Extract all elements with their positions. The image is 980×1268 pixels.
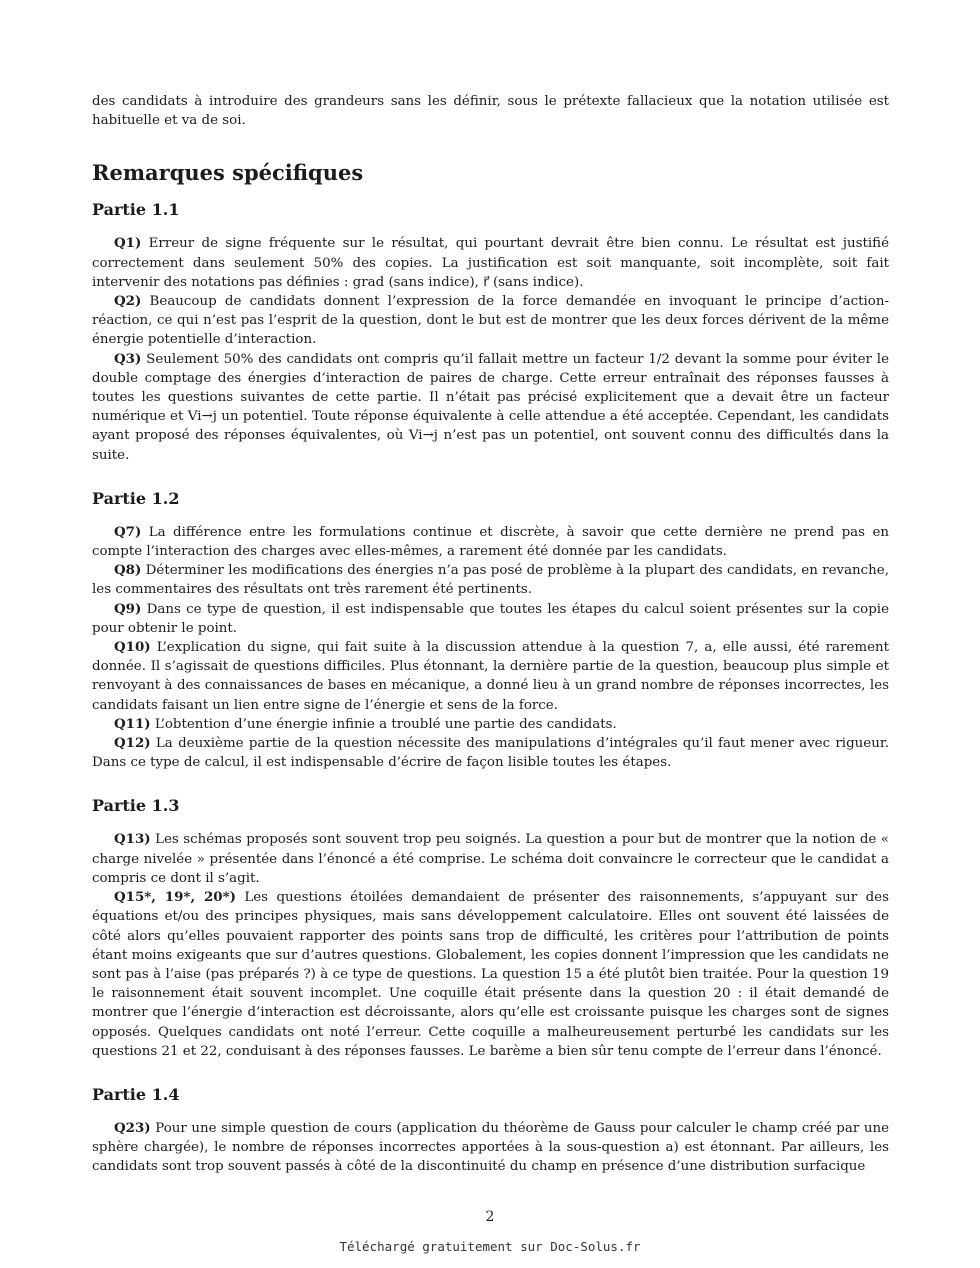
- question-paragraph: [92, 1119, 889, 1177]
- question-label: Q1): [114, 235, 142, 252]
- question-text: Pour une simple question de cours (application du théorème de Gauss pour calculer le champ créé par une sphère chargée), le nombre de réponses incorrectes apportées à la sous-question a) est étonnant. Par ailleurs, les candidats sont trop souvent passés à côté de la discontinuité du champ en présence d’une distribution surfacique: [92, 1120, 889, 1175]
- question-label: Q10): [114, 639, 151, 656]
- question-label: Q9): [114, 600, 142, 617]
- question-label: Q2): [114, 293, 142, 310]
- question-paragraph: [92, 830, 889, 888]
- question-text: Déterminer les modifications des énergies n’a pas posé de problème à la plupart des candidats, en revanche, les commentaires des résultats ont très rarement été pertinents.: [92, 563, 889, 598]
- question-paragraph: [92, 523, 889, 561]
- question-paragraph: [92, 638, 889, 715]
- question-label: Q11): [114, 715, 151, 732]
- question-paragraph: [92, 734, 889, 772]
- question-paragraph: [92, 600, 889, 638]
- part-1-1: [92, 200, 889, 464]
- section-title: Remarques spécifiques: [92, 160, 364, 186]
- question-paragraph: [92, 292, 889, 350]
- part-title: Partie 1.4: [92, 1084, 180, 1104]
- question-paragraph: [92, 561, 889, 599]
- question-paragraph: [92, 888, 889, 1061]
- part-title: Partie 1.2: [92, 488, 180, 508]
- question-label: Q8): [114, 562, 142, 579]
- part-title: Partie 1.1: [92, 200, 180, 220]
- question-paragraph: [92, 715, 889, 734]
- part-title: Partie 1.3: [92, 796, 180, 816]
- question-text: La deuxième partie de la question nécessite des manipulations d’intégrales qu’il faut mener avec rigueur. Dans ce type de calcul, il est indispensable d’écrire de façon lisible toutes les étapes.: [92, 736, 889, 771]
- question-label: Q13): [114, 831, 151, 848]
- question-label: Q3): [114, 350, 142, 367]
- page-number: 2: [485, 1209, 495, 1225]
- part-1-4: [92, 1085, 889, 1177]
- question-text: Beaucoup de candidats donnent l’expression de la force demandée en invoquant le principe d’action-réaction, ce qui n’est pas l’esprit de la question, dont le but est de montrer que les deux forces dérivent de la même énergie potentielle d’interaction.: [92, 294, 889, 348]
- question-text: L’obtention d’une énergie infinie a troublé une partie des candidats.: [150, 716, 617, 732]
- page-body: [92, 92, 889, 1177]
- question-text: Erreur de signe fréquente sur le résultat, qui pourtant devrait être bien connu. Le résultat est justifié correctement dans seulement 50% des copies. La justification est soit manquante, soit incomplète, soit fait intervenir des notations pas définies : grad (sans indice), r⃗ (sans indice).: [92, 236, 889, 290]
- question-text: Seulement 50% des candidats ont compris qu’il fallait mettre un facteur 1/2 devant la somme pour éviter le double comptage des énergies d’interaction de paires de charge. Cette erreur entraînait des réponses fausses à toutes les questions suivantes de cette partie. Il n’était pas précisé explicitement que a devait être un facteur numérique et Vi→j un potentiel. Toute réponse équivalente à celle attendue a été acceptée. Cependant, les candidats ayant proposé des réponses équivalentes, où Vi→j n’est pas un potentiel, ont souvent connu des difficultés dans la suite.: [92, 351, 889, 463]
- question-label: Q23): [114, 1119, 151, 1136]
- question-text: Dans ce type de question, il est indispensable que toutes les étapes du calcul soient présentes sur la copie pour obtenir le point.: [92, 601, 889, 636]
- question-label: Q7): [114, 523, 142, 540]
- part-1-3: [92, 796, 889, 1060]
- question-label: Q12): [114, 735, 151, 752]
- intro-paragraph: des candidats à introduire des grandeurs sans les définir, sous le prétexte fallacieux que la notation utilisée est habituelle et va de soi.: [92, 94, 889, 129]
- question-text: La différence entre les formulations continue et discrète, à savoir que cette dernière ne prend pas en compte l’interaction des charges avec elles-mêmes, a rarement été donnée par les candidats.: [92, 524, 889, 560]
- question-label: Q15*, 19*, 20*): [114, 889, 236, 906]
- question-text: Les schémas proposés sont souvent trop peu soignés. La question a pour but de montrer que la notion de « charge nivelée » présentée dans l’énoncé a été comprise. Le schéma doit convaincre le correcteur que le candidat a compris ce dont il s’agit.: [92, 832, 889, 886]
- question-text: Les questions étoilées demandaient de présenter des raisonnements, s’appuyant sur des équations et/ou des principes physiques, mais sans développement calculatoire. Elles ont souvent été laissées de côté alors qu’elles pouvaient rapporter des points sans trop de difficulté, les critères pour l’attribution de points étant moins exigeants que sur d’autres questions. Globalement, les copies donnent l’impression que les candidats ne sont pas à l’aise (pas préparés ?) à ce type de questions. La question 15 a été plutôt bien traitée. Pour la question 19 le raisonnement était souvent incomplet. Une coquille était présente dans la question 20 : il était demandé de montrer que l’énergie d’interaction est décroissante, alors qu’elle est croissante puisque les charges sont de signes opposés. Quelques candidats ont noté l’erreur. Cette coquille a malheureusement perturbé les candidats sur les questions 21 et 22, conduisant à des réponses fausses. Le barème a bien sûr tenu compte de l’erreur dans l’énoncé.: [92, 890, 889, 1059]
- footer-link-text: Téléchargé gratuitement sur Doc-Solus.fr: [339, 1239, 641, 1254]
- question-text: L’explication du signe, qui fait suite à la discussion attendue à la question 7, a, elle aussi, été rarement donnée. Il s’agissait de questions difficiles. Plus étonnant, la dernière partie de la question, beaucoup plus simple et renvoyant à des connaissances de bases en mécanique, a donné lieu à un grand nombre de réponses incorrectes, les candidats faisant un lien entre signe de l’énergie et sens de la force.: [92, 640, 889, 713]
- part-1-2: [92, 489, 889, 773]
- question-paragraph: [92, 350, 889, 465]
- question-paragraph: [92, 234, 889, 292]
